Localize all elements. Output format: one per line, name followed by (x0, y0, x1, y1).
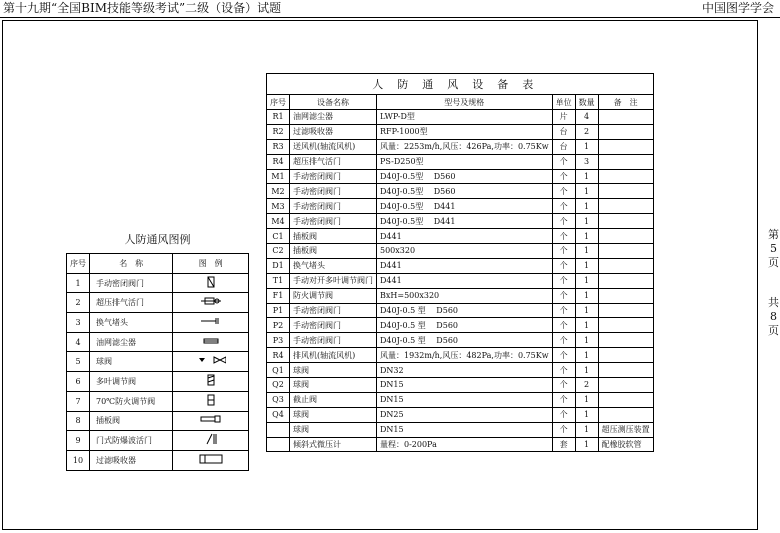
equipment-name: 倾斜式微压计 (290, 437, 377, 452)
ball-valve-icon (196, 355, 226, 368)
equipment-qty: 1 (575, 348, 598, 363)
equipment-qty: 1 (575, 318, 598, 333)
equipment-note (598, 184, 653, 199)
equipment-name: 排风机(轴流风机) (290, 348, 377, 363)
equipment-spec: D40J-0.5 型 D560 (377, 333, 553, 348)
equipment-name: 过滤吸收器 (290, 124, 377, 139)
legend-name: 多叶调节阀 (90, 372, 173, 392)
equipment-qty: 1 (575, 407, 598, 422)
legend-name: 球阀 (90, 352, 173, 372)
equipment-row (267, 214, 654, 229)
equipment-unit: 套 (552, 437, 575, 452)
equipment-name: 超压排气活门 (290, 154, 377, 169)
equipment-spec: D40J-0.5 型 D560 (377, 318, 553, 333)
equipment-no: P1 (267, 303, 290, 318)
equipment-name: 球阀 (290, 378, 377, 393)
equipment-qty: 2 (575, 124, 598, 139)
equipment-unit: 个 (552, 214, 575, 229)
oil-net-filter-icon (203, 337, 219, 348)
equipment-row (267, 363, 654, 378)
legend-name: 插板阀 (90, 411, 173, 431)
equipment-qty: 1 (575, 273, 598, 288)
equipment-note: 配橡胶软管 (598, 437, 653, 452)
equipment-qty: 1 (575, 422, 598, 437)
equipment-spec: DN32 (377, 363, 553, 378)
legend-name: 过滤吸收器 (90, 450, 173, 470)
legend-row (67, 313, 249, 333)
equipment-note (598, 273, 653, 288)
equipment-header-qty: 数量 (575, 95, 598, 110)
equipment-spec: 500x320 (377, 244, 553, 259)
equipment-header-name: 设备名称 (290, 95, 377, 110)
legend-symbol-cell (173, 431, 249, 451)
equipment-qty: 1 (575, 244, 598, 259)
legend-symbol-cell (173, 391, 249, 411)
legend-no: 3 (67, 313, 90, 333)
equipment-name: 插板阀 (290, 244, 377, 259)
ventilation-plug-icon (200, 317, 222, 328)
total-pages (767, 296, 780, 338)
equipment-spec: DN25 (377, 407, 553, 422)
legend-body (67, 273, 249, 470)
equipment-no: F1 (267, 288, 290, 303)
legend-row (67, 411, 249, 431)
legend-no: 6 (67, 372, 90, 392)
equipment-row (267, 303, 654, 318)
page-number-char: 页 (768, 256, 779, 269)
equipment-no: P2 (267, 318, 290, 333)
total-pages-char: 页 (768, 324, 779, 337)
equipment-spec: D40J-0.5型 D560 (377, 169, 553, 184)
equipment-unit: 个 (552, 318, 575, 333)
legend-symbol-cell (173, 352, 249, 372)
header-rule (0, 17, 780, 18)
equipment-unit: 个 (552, 363, 575, 378)
equipment-title: 人防通风设备表 (267, 74, 654, 95)
equipment-note (598, 139, 653, 154)
equipment-note (598, 333, 653, 348)
equipment-no: M1 (267, 169, 290, 184)
equipment-unit: 个 (552, 184, 575, 199)
equipment-unit: 个 (552, 378, 575, 393)
page-number-char: 第 (768, 228, 779, 241)
equipment-unit: 个 (552, 422, 575, 437)
equipment-note (598, 214, 653, 229)
legend-row (67, 273, 249, 293)
header-organization: 中国图学学会 (701, 1, 774, 15)
equipment-unit: 片 (552, 110, 575, 125)
equipment-no: Q2 (267, 378, 290, 393)
equipment-unit: 个 (552, 169, 575, 184)
equipment-name: 插板阀 (290, 229, 377, 244)
equipment-qty: 1 (575, 214, 598, 229)
equipment-note (598, 392, 653, 407)
equipment-spec: DN15 (377, 392, 553, 407)
equipment-spec: D40J-0.5 型 D560 (377, 303, 553, 318)
equipment-row (267, 199, 654, 214)
equipment-unit: 个 (552, 392, 575, 407)
equipment-unit: 个 (552, 244, 575, 259)
equipment-qty: 1 (575, 363, 598, 378)
equipment-spec: 风量：1932m/h,风压：482Pa,功率：0.75Kw (377, 348, 553, 363)
legend-row (67, 332, 249, 352)
equipment-row (267, 318, 654, 333)
equipment-qty: 3 (575, 154, 598, 169)
equipment-unit: 个 (552, 333, 575, 348)
equipment-name: 手动密闭阀门 (290, 214, 377, 229)
equipment-name: 防火调节阀 (290, 288, 377, 303)
equipment-name: 截止阀 (290, 392, 377, 407)
equipment-spec: 量程：0-200Pa (377, 437, 553, 452)
total-pages-char: 共 (768, 296, 779, 309)
equipment-unit: 个 (552, 229, 575, 244)
equipment-note (598, 407, 653, 422)
multi-blade-damper-icon (206, 374, 216, 389)
equipment-name: 球阀 (290, 363, 377, 378)
legend-row (67, 431, 249, 451)
legend-symbol-cell (173, 372, 249, 392)
equipment-note (598, 199, 653, 214)
equipment-unit: 台 (552, 139, 575, 154)
equipment-no: Q3 (267, 392, 290, 407)
equipment-row (267, 139, 654, 154)
equipment-unit: 个 (552, 288, 575, 303)
equipment-header-row (267, 95, 654, 110)
equipment-spec: D441 (377, 229, 553, 244)
equipment-spec: D441 (377, 273, 553, 288)
equipment-row (267, 437, 654, 452)
equipment-qty: 4 (575, 110, 598, 125)
legend-symbol-cell (173, 332, 249, 352)
legend-symbol-cell (173, 450, 249, 470)
equipment-spec: DN15 (377, 378, 553, 393)
equipment-row (267, 348, 654, 363)
legend-title: 人防通风图例 (124, 233, 191, 246)
equipment-no: C2 (267, 244, 290, 259)
equipment-no: M4 (267, 214, 290, 229)
equipment-name: 手动密闭阀门 (290, 318, 377, 333)
equipment-name: 手动密闭阀门 (290, 199, 377, 214)
equipment-no: M3 (267, 199, 290, 214)
legend-name: 门式防爆波活门 (90, 431, 173, 451)
insert-plate-valve-icon (200, 415, 222, 426)
legend-no: 10 (67, 450, 90, 470)
legend-no: 5 (67, 352, 90, 372)
equipment-qty: 1 (575, 258, 598, 273)
page-number-char: 5 (770, 242, 777, 255)
equipment-unit: 个 (552, 258, 575, 273)
legend-header-no: 序号 (67, 254, 90, 274)
legend-no: 1 (67, 273, 90, 293)
equipment-unit: 个 (552, 303, 575, 318)
equipment-qty: 1 (575, 169, 598, 184)
equipment-row (267, 422, 654, 437)
fire-damper-icon (206, 394, 216, 409)
equipment-title-row (267, 74, 654, 95)
legend-name: 70℃防火调节阀 (90, 391, 173, 411)
equipment-name: 油网滤尘器 (290, 110, 377, 125)
equipment-note (598, 318, 653, 333)
equipment-qty: 2 (575, 378, 598, 393)
equipment-no: R4 (267, 154, 290, 169)
equipment-no: D1 (267, 258, 290, 273)
equipment-qty: 1 (575, 184, 598, 199)
equipment-no (267, 437, 290, 452)
equipment-unit: 台 (552, 124, 575, 139)
equipment-note (598, 124, 653, 139)
equipment-note (598, 288, 653, 303)
equipment-row (267, 288, 654, 303)
equipment-note (598, 154, 653, 169)
equipment-no: P3 (267, 333, 290, 348)
legend-symbol-cell (173, 313, 249, 333)
equipment-qty: 1 (575, 437, 598, 452)
equipment-row (267, 407, 654, 422)
equipment-spec: LWP-D型 (377, 110, 553, 125)
blast-valve-icon (205, 433, 217, 448)
equipment-table (266, 73, 654, 452)
equipment-no: Q1 (267, 363, 290, 378)
equipment-unit: 个 (552, 199, 575, 214)
equipment-spec: D441 (377, 258, 553, 273)
equipment-header-no: 序号 (267, 95, 290, 110)
equipment-header-spec: 型号及规格 (377, 95, 553, 110)
equipment-no: M2 (267, 184, 290, 199)
legend-row (67, 372, 249, 392)
equipment-no (267, 422, 290, 437)
equipment-unit: 个 (552, 407, 575, 422)
equipment-row (267, 378, 654, 393)
equipment-unit: 个 (552, 154, 575, 169)
equipment-row (267, 333, 654, 348)
equipment-no: R3 (267, 139, 290, 154)
legend-name: 油网滤尘器 (90, 332, 173, 352)
legend-header-symbol: 图 例 (173, 254, 249, 274)
equipment-note: 超压测压装置 (598, 422, 653, 437)
legend-no: 8 (67, 411, 90, 431)
legend-row (67, 352, 249, 372)
equipment-name: 手动对开多叶调节阀门 (290, 273, 377, 288)
equipment-body (267, 110, 654, 452)
equipment-no: T1 (267, 273, 290, 288)
equipment-note (598, 229, 653, 244)
equipment-qty: 1 (575, 392, 598, 407)
legend-no: 2 (67, 293, 90, 313)
legend-no: 9 (67, 431, 90, 451)
legend-no: 4 (67, 332, 90, 352)
equipment-header-note: 备 注 (598, 95, 653, 110)
equipment-row (267, 184, 654, 199)
equipment-row (267, 273, 654, 288)
equipment-spec: PS-D250型 (377, 154, 553, 169)
equipment-row (267, 154, 654, 169)
equipment-no: C1 (267, 229, 290, 244)
equipment-row (267, 244, 654, 259)
equipment-no: Q4 (267, 407, 290, 422)
equipment-spec: D40J-0.5型 D441 (377, 199, 553, 214)
equipment-spec: RFP-1000型 (377, 124, 553, 139)
equipment-name: 手动密闭阀门 (290, 303, 377, 318)
equipment-no: R4 (267, 348, 290, 363)
overpressure-exhaust-valve-icon (200, 296, 222, 309)
equipment-qty: 1 (575, 139, 598, 154)
legend-header-name: 名 称 (90, 254, 173, 274)
total-pages-char: 8 (770, 310, 777, 323)
equipment-name: 手动密闭阀门 (290, 169, 377, 184)
equipment-note (598, 244, 653, 259)
legend-row (67, 293, 249, 313)
equipment-no: R1 (267, 110, 290, 125)
equipment-qty: 1 (575, 229, 598, 244)
header-exam-title: 第十九期“全国BIM技能等级考试”二级（设备）试题 (3, 1, 282, 15)
filter-absorber-icon (199, 454, 223, 467)
equipment-qty: 1 (575, 199, 598, 214)
equipment-name: 球阀 (290, 407, 377, 422)
equipment-note (598, 303, 653, 318)
equipment-row (267, 110, 654, 125)
equipment-unit: 个 (552, 273, 575, 288)
legend-no: 7 (67, 391, 90, 411)
equipment-row (267, 169, 654, 184)
equipment-note (598, 348, 653, 363)
equipment-row (267, 124, 654, 139)
equipment-spec: D40J-0.5型 D441 (377, 214, 553, 229)
equipment-note (598, 110, 653, 125)
legend-symbol-cell (173, 273, 249, 293)
equipment-name: 手动密闭阀门 (290, 184, 377, 199)
equipment-name: 手动密闭阀门 (290, 333, 377, 348)
legend-name: 换气堵头 (90, 313, 173, 333)
equipment-name: 球阀 (290, 422, 377, 437)
equipment-qty: 1 (575, 333, 598, 348)
equipment-no: R2 (267, 124, 290, 139)
equipment-qty: 1 (575, 288, 598, 303)
legend-row (67, 450, 249, 470)
equipment-note (598, 258, 653, 273)
legend-symbol-cell (173, 293, 249, 313)
equipment-note (598, 378, 653, 393)
equipment-name: 送风机(轴流风机) (290, 139, 377, 154)
page-number (767, 228, 780, 270)
equipment-name: 换气堵头 (290, 258, 377, 273)
sealed-valve-icon (206, 276, 216, 291)
legend-table (66, 253, 249, 471)
equipment-note (598, 169, 653, 184)
equipment-qty: 1 (575, 303, 598, 318)
equipment-note (598, 363, 653, 378)
equipment-row (267, 258, 654, 273)
equipment-spec: DN15 (377, 422, 553, 437)
equipment-header-unit: 单位 (552, 95, 575, 110)
equipment-unit: 个 (552, 348, 575, 363)
equipment-spec: D40J-0.5型 D560 (377, 184, 553, 199)
legend-row (67, 391, 249, 411)
legend-name: 手动密闭阀门 (90, 273, 173, 293)
equipment-spec: BxH=500x320 (377, 288, 553, 303)
equipment-row (267, 392, 654, 407)
equipment-row (267, 229, 654, 244)
legend-header-row (67, 254, 249, 274)
legend-name: 超压排气活门 (90, 293, 173, 313)
legend-symbol-cell (173, 411, 249, 431)
equipment-spec: 风量：2253m/h,风压：426Pa,功率：0.75Kw (377, 139, 553, 154)
